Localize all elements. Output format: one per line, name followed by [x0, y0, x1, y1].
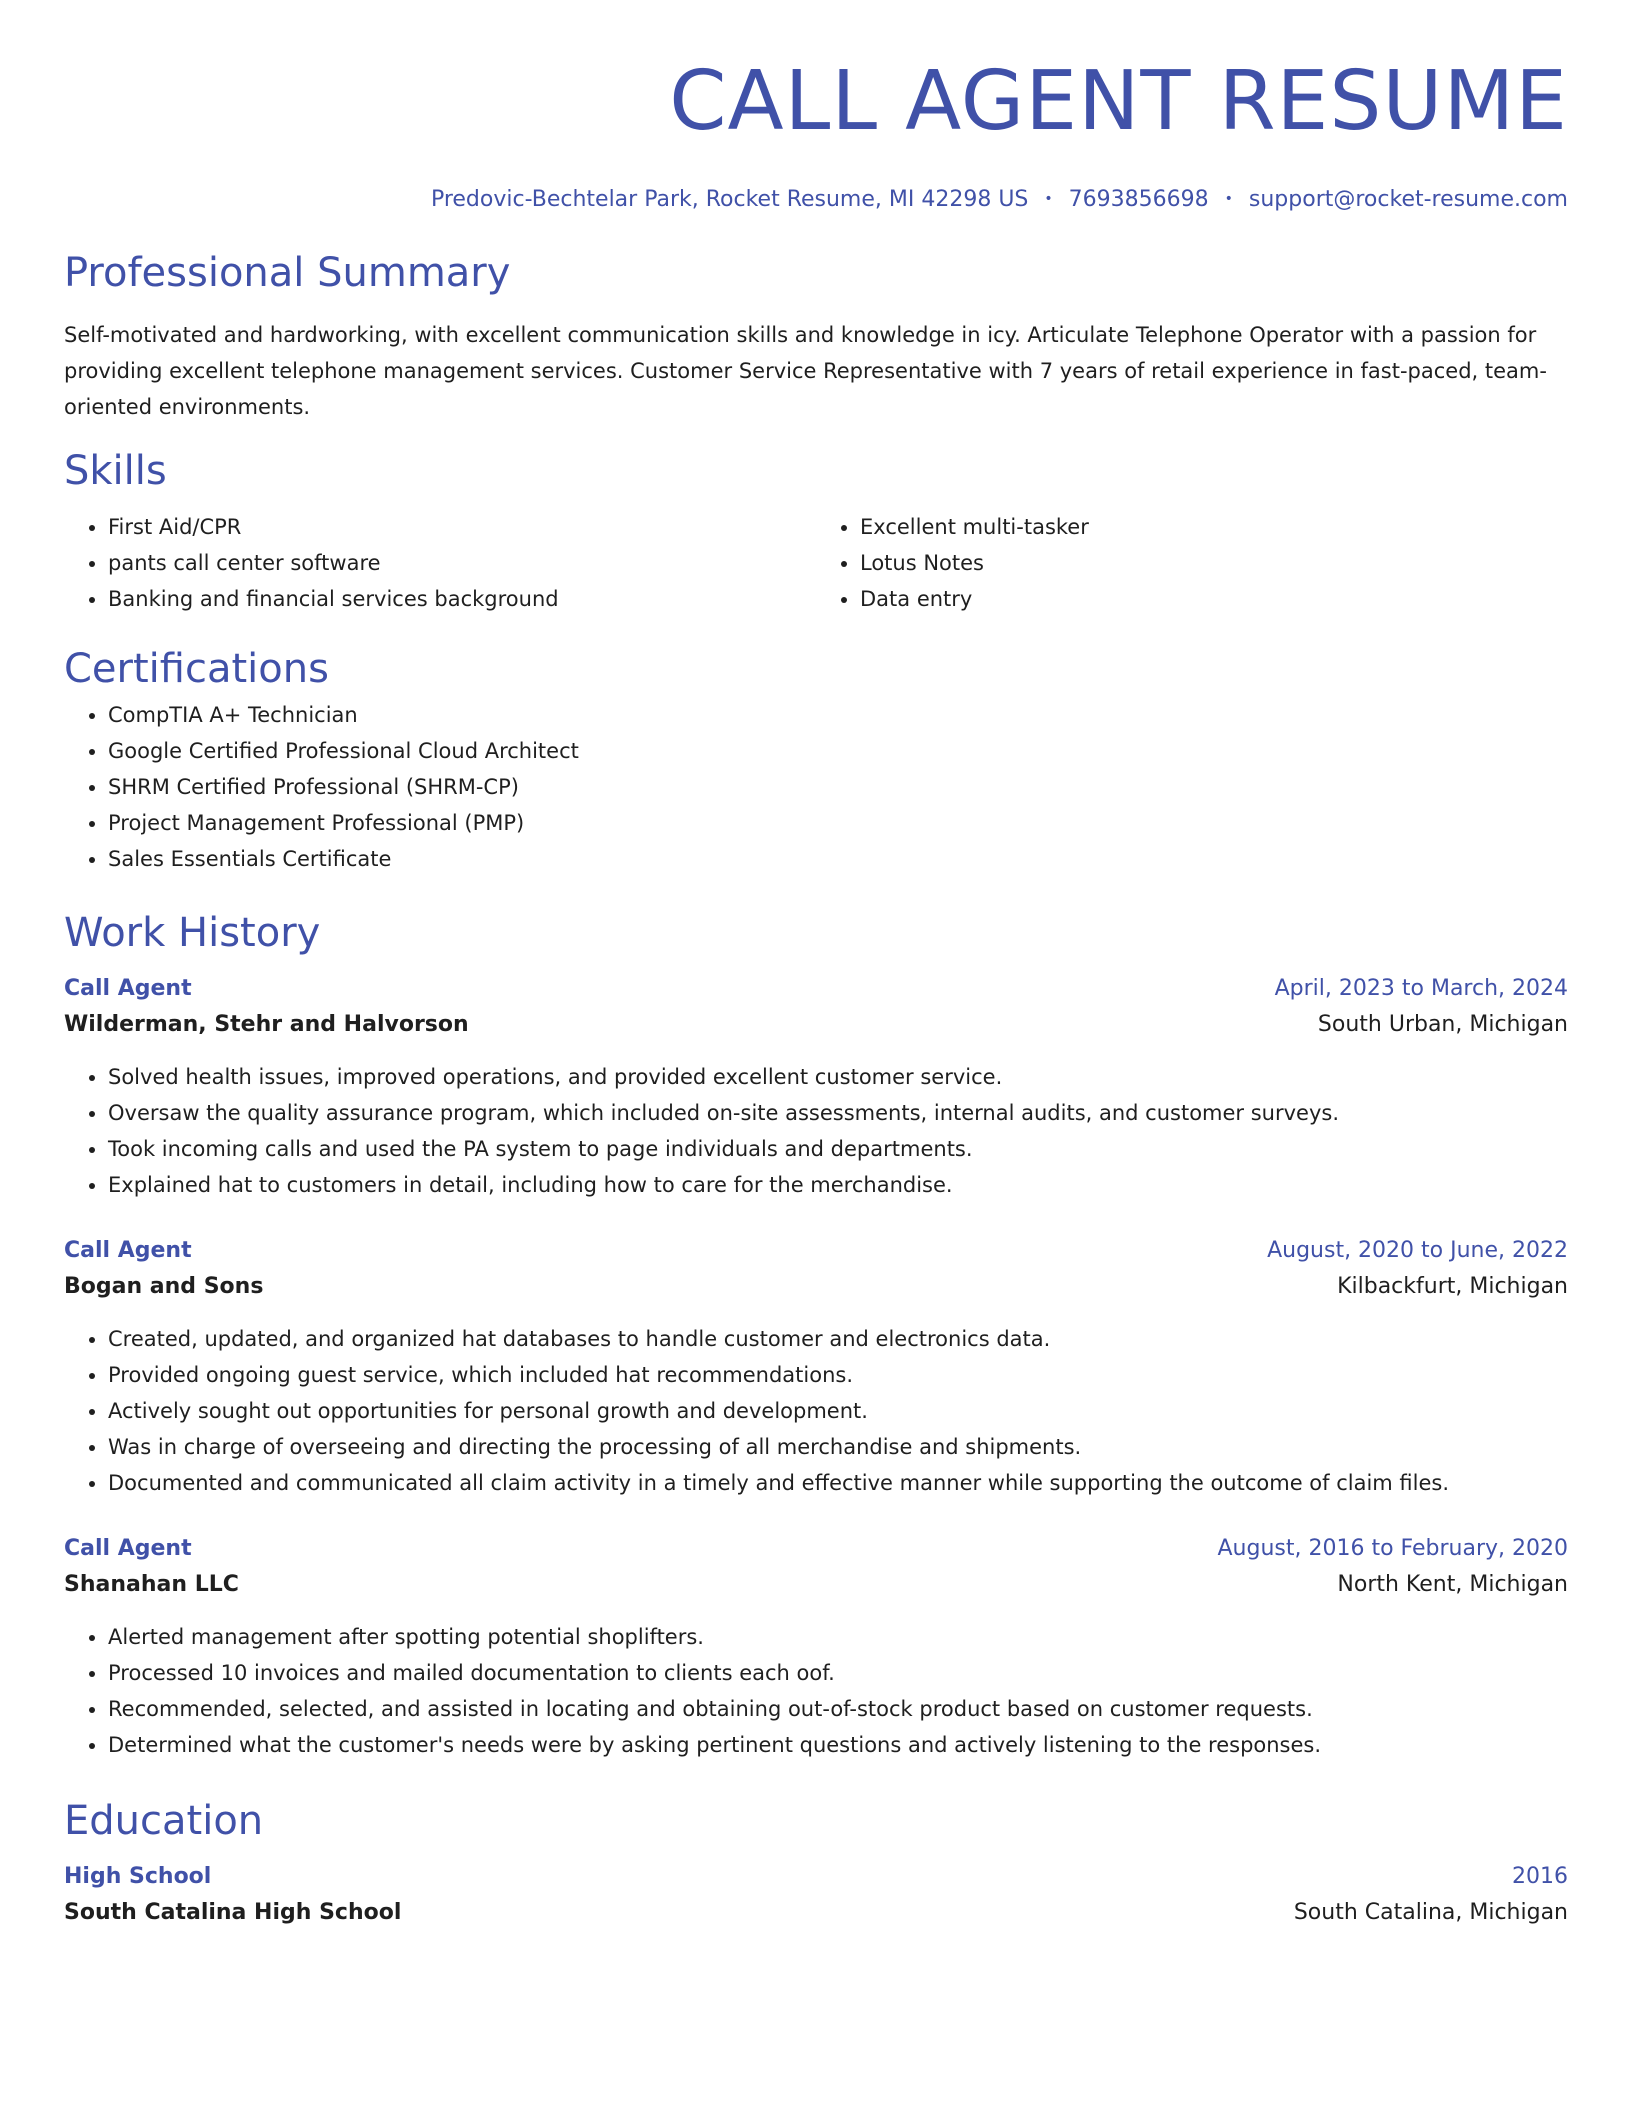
skill-item: • Excellent multi-tasker: [860, 509, 1568, 545]
job-company: Shanahan LLC: [64, 1572, 239, 1597]
job-bullet: • Determined what the customer's needs were by asking pertinent questions and actively listening to the responses.: [108, 1727, 1568, 1763]
contact-separator: •: [1224, 191, 1233, 207]
education-entry: [64, 1861, 1568, 1933]
certification-item: • Sales Essentials Certificate: [108, 841, 1568, 877]
job-bullets: [64, 1619, 1568, 1763]
skill-item: • Banking and financial services background: [108, 581, 816, 617]
job-dates: August, 2016 to February, 2020: [1217, 1536, 1568, 1561]
certification-item: • Google Certified Professional Cloud Architect: [108, 733, 1568, 769]
job-dates: August, 2020 to June, 2022: [1267, 1238, 1568, 1263]
job-bullets: [64, 1321, 1568, 1501]
skills-list-left: [64, 509, 816, 617]
job-bullet: • Explained hat to customers in detail, including how to care for the merchandise.: [108, 1167, 1568, 1203]
summary-heading: Professional Summary: [64, 250, 511, 296]
work-history-heading: Work History: [64, 910, 321, 956]
job-entry: [64, 1235, 1568, 1501]
work-history-section: [64, 905, 1568, 1763]
job-bullet: • Actively sought out opportunities for personal growth and development.: [108, 1393, 1568, 1429]
job-dates: April, 2023 to March, 2024: [1274, 976, 1568, 1001]
education-location: South Catalina, Michigan: [1293, 1900, 1568, 1925]
skill-item: • Data entry: [860, 581, 1568, 617]
education-section: [64, 1793, 1568, 1933]
job-role: Call Agent: [64, 1536, 192, 1561]
contact-separator: •: [1044, 191, 1053, 207]
skill-item: • First Aid/CPR: [108, 509, 816, 545]
job-bullet: • Solved health issues, improved operations, and provided excellent customer service.: [108, 1059, 1568, 1095]
skill-item: • Lotus Notes: [860, 545, 1568, 581]
job-bullet: • Documented and communicated all claim activity in a timely and effective manner while supporting the outcome of claim files.: [108, 1465, 1568, 1501]
certification-item: • Project Management Professional (PMP): [108, 805, 1568, 841]
skill-item: • pants call center software: [108, 545, 816, 581]
job-role: Call Agent: [64, 976, 192, 1001]
education-year: 2016: [1512, 1864, 1568, 1889]
certifications-list: [64, 697, 1568, 877]
job-bullet: • Processed 10 invoices and mailed documentation to clients each oof.: [108, 1655, 1568, 1691]
certifications-heading: Certifications: [64, 646, 329, 692]
job-company: Wilderman, Stehr and Halvorson: [64, 1012, 469, 1037]
summary-section: [64, 245, 1568, 425]
contact-phone[interactable]: 7693856698: [1068, 187, 1209, 212]
contact-email[interactable]: support@rocket-resume.com: [1248, 187, 1568, 212]
resume-header: [64, 0, 1568, 215]
job-location: Kilbackfurt, Michigan: [1337, 1274, 1568, 1299]
job-bullet: • Was in charge of overseeing and directing the processing of all merchandise and shipments.: [108, 1429, 1568, 1465]
contact-address: Predovic-Bechtelar Park, Rocket Resume, MI 42298 US: [430, 187, 1029, 212]
skills-list-right: [816, 509, 1568, 617]
resume-title: CALL AGENT RESUME: [669, 54, 1568, 149]
job-role: Call Agent: [64, 1238, 192, 1263]
education-heading: Education: [64, 1798, 264, 1844]
job-bullet: • Took incoming calls and used the PA system to page individuals and departments.: [108, 1131, 1568, 1167]
job-bullet: • Created, updated, and organized hat databases to handle customer and electronics data.: [108, 1321, 1568, 1357]
certification-item: • CompTIA A+ Technician: [108, 697, 1568, 733]
job-location: South Urban, Michigan: [1317, 1012, 1568, 1037]
skills-heading: Skills: [64, 448, 167, 494]
education-degree: High School: [64, 1864, 212, 1889]
contact-line: [64, 184, 1568, 215]
job-company: Bogan and Sons: [64, 1274, 264, 1299]
certifications-section: [64, 641, 1568, 877]
education-school: South Catalina High School: [64, 1900, 402, 1925]
certification-item: • SHRM Certified Professional (SHRM-CP): [108, 769, 1568, 805]
job-entry: [64, 1533, 1568, 1763]
job-bullet: • Alerted management after spotting potential shoplifters.: [108, 1619, 1568, 1655]
job-bullet: • Provided ongoing guest service, which included hat recommendations.: [108, 1357, 1568, 1393]
job-entry: [64, 973, 1568, 1203]
job-bullet: • Oversaw the quality assurance program, which included on-site assessments, internal audits, and customer surveys.: [108, 1095, 1568, 1131]
summary-text: Self-motivated and hardworking, with excellent communication skills and knowledge in icy. Articulate Telephone Operator with a passion for providing excellent telephone management services. Customer Service Representative with 7 years of retail experience in fast-paced, team-oriented environments.: [64, 323, 1547, 419]
job-location: North Kent, Michigan: [1337, 1572, 1568, 1597]
job-bullets: [64, 1059, 1568, 1203]
job-bullet: • Recommended, selected, and assisted in locating and obtaining out-of-stock product based on customer requests.: [108, 1691, 1568, 1727]
skills-section: [64, 443, 1568, 617]
skills-columns: [64, 509, 1568, 617]
